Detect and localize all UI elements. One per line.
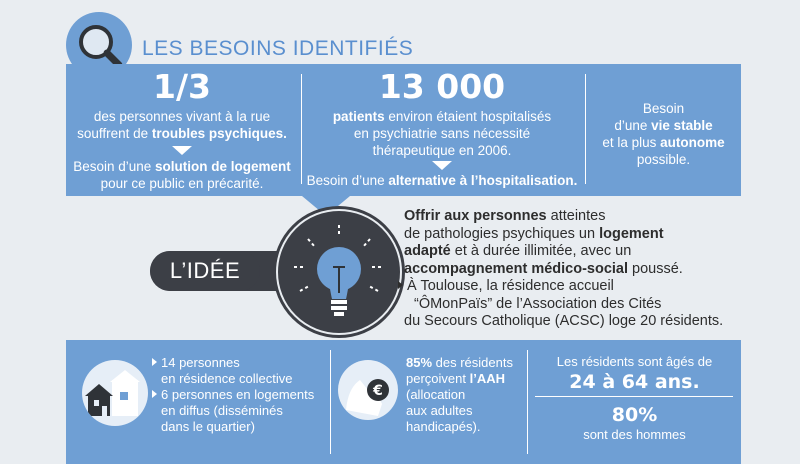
lightbulb-badge	[276, 209, 402, 335]
need-housing-line2: pour ce public en précarité.	[100, 176, 264, 191]
idea-p5: À Toulouse, la résidence accueil	[407, 278, 614, 294]
stability-line2-pre: d’une	[614, 118, 652, 133]
stat-homeless-line2-pre: souffrent de	[77, 126, 152, 141]
stat-patients	[302, 64, 582, 189]
gender-label: sont des hommes	[583, 427, 686, 442]
stat-patients-line3: thérapeutique en 2006.	[372, 143, 512, 158]
stat-patients-line1: environ étaient hospitalisés	[384, 109, 552, 124]
gender-value: 80%	[611, 404, 658, 426]
idea-p4-bold: accompagnement médico-social	[404, 260, 629, 277]
divider	[330, 350, 331, 454]
stat-homeless-line2-bold: troubles psychiques.	[151, 126, 287, 141]
housing-item1-l2: en résidence collective	[161, 371, 293, 386]
page-title: LES BESOINS IDENTIFIÉS	[142, 37, 414, 60]
age-fact	[528, 353, 741, 393]
age-label: Les résidents sont âgés de	[556, 354, 713, 369]
svg-text:€: €	[373, 383, 383, 399]
stability-line4: possible.	[636, 152, 691, 167]
idea-p1: atteintes	[546, 208, 606, 224]
stability-line3: et la plus	[602, 135, 661, 150]
down-arrow-icon	[432, 161, 452, 170]
housing-item1-l1: 14 personnes	[161, 355, 240, 370]
need-housing-bold: solution de logement	[155, 159, 291, 174]
aah-l4: aux adultes	[406, 403, 473, 418]
idea-p1-bold: Offrir aux personnes	[404, 208, 547, 224]
stat-patients-value: 13 000	[378, 67, 506, 106]
need-alternative-pre: Besoin d’une	[306, 173, 389, 188]
need-alternative-bold: alternative à l’hospitalisation.	[388, 173, 578, 188]
idea-label: L’IDÉE	[169, 258, 241, 283]
aah-l1: des résidents	[432, 355, 513, 370]
housing-item2-l1: 6 personnes en logements	[161, 387, 315, 402]
idea-p4: poussé.	[628, 260, 683, 277]
aah-l3: (allocation	[406, 387, 466, 402]
houses-illustration	[82, 360, 148, 426]
housing-item2-l3: dans le quartier)	[161, 419, 255, 434]
idea-p6: “ÔMonPaïs” de l’Association des Cités	[414, 295, 662, 312]
aah-l5: handicapés).	[406, 419, 481, 434]
idea-label-pill	[150, 251, 260, 291]
need-housing-pre: Besoin d’une	[73, 159, 156, 174]
housing-facts	[152, 355, 327, 435]
aah-percent: 85%	[406, 355, 433, 370]
idea-p3-bold: adapté	[404, 243, 451, 259]
stat-patients-line2: en psychiatrie sans nécessité	[353, 126, 531, 141]
stability-line2-bold: vie stable	[651, 118, 713, 133]
aah-l2: perçoivent	[406, 371, 470, 386]
age-value: 24 à 64 ans.	[569, 371, 700, 393]
lightbulb-icon	[278, 211, 400, 333]
aah-l2-bold: l’AAH	[469, 371, 505, 386]
stat-patients-bold: patients	[332, 109, 385, 124]
idea-p3: et à durée illimitée, avec un	[450, 243, 632, 259]
gender-fact	[528, 404, 741, 443]
aah-facts	[406, 355, 526, 435]
euro-coin-icon	[338, 360, 398, 420]
euro-illustration	[338, 360, 398, 420]
idea-p2: de pathologies psychiques un	[404, 225, 600, 242]
stat-stability	[586, 100, 741, 168]
stability-line1: Besoin	[642, 101, 685, 116]
divider	[535, 396, 733, 397]
stability-line3-bold: autonome	[660, 135, 725, 150]
idea-p7: du Secours Catholique (ACSC) loge 20 résidents.	[404, 313, 724, 329]
housing-item2-l2: en diffus (disséminés	[161, 403, 283, 418]
bullet-arrow-icon	[152, 390, 157, 398]
house-icon	[82, 360, 148, 426]
stat-homeless-line1: des personnes vivant à la rue	[93, 109, 271, 124]
stat-homeless	[66, 64, 298, 192]
bullet-arrow-icon	[398, 281, 403, 289]
stat-homeless-value: 1/3	[153, 67, 211, 106]
bullet-arrow-icon	[152, 358, 157, 366]
idea-p2-bold: logement	[599, 225, 664, 242]
down-arrow-icon	[172, 146, 192, 155]
idea-description	[404, 208, 734, 331]
